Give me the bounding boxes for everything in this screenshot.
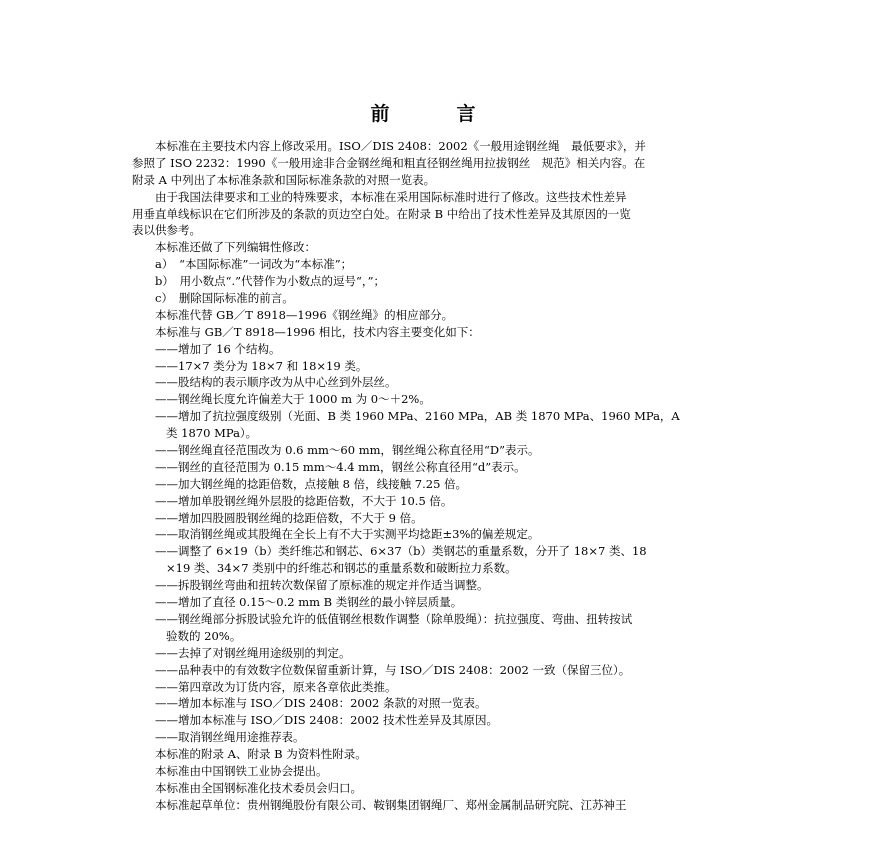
change-item: ——股结构的表示顺序改为从中心丝到外层丝。: [132, 375, 397, 390]
change-item: ——钢丝绳部分拆股试验允许的低值钢丝根数作调整（除单股绳）：抗拉强度、弯曲、扭转按试: [132, 611, 633, 626]
text-line: 本标准的附录 A、附录 B 为资料性附录。: [132, 747, 367, 762]
change-item-continued: ×19 类、34×7 类别中的纤维芯和钢芯的重量系数和破断拉力系数。: [166, 561, 517, 576]
text-line: 本标准在主要技术内容上修改采用。ISO／DIS 2408：2002《一般用途钢丝绳 最低要求》，并: [132, 139, 646, 153]
text-line: 本标准与 GB／T 8918—1996 相比，技术内容主要变化如下：: [132, 324, 480, 339]
change-item: ——增加四股圆股钢丝绳的捻距倍数，不大于 9 倍。: [132, 510, 423, 525]
change-item: ——调整了 6×19（b）类纤维芯和钢芯、6×37（b）类钢芯的重量系数，分开了 18×7 类、18: [132, 544, 647, 559]
change-item: ——增加了抗拉强度级别（光面、B 类 1960 MPa、2160 MPa，AB 类 1870 MPa、1960 MPa，A: [132, 409, 680, 424]
change-item: ——品种表中的有效数字位数保留重新计算，与 ISO／DIS 2408：2002 一致（保留三位）。: [132, 662, 631, 677]
change-item: ——取消钢丝绳或其股绳在全长上有不大于实测平均捻距±3%的偏差规定。: [132, 527, 540, 542]
foreword-body: [132, 138, 772, 814]
change-item-continued: 验数的 20%。: [166, 628, 242, 643]
list-item: a） “本国际标准”一词改为“本标准”；: [132, 257, 353, 272]
change-item: ——去掉了对钢丝绳用途级别的判定。: [132, 645, 351, 660]
text-line: 参照了 ISO 2232：1990《一般用途非合金钢丝绳和粗直径钢丝绳用拉拔钢丝 规范》相关内容。在: [132, 155, 646, 170]
change-item: ——钢丝绳直径范围改为 0.6 mm～60 mm，钢丝绳公称直径用“D”表示。: [132, 443, 540, 458]
change-item: ——增加了直径 0.15～0.2 mm B 类钢丝的最小锌层质量。: [132, 595, 463, 610]
list-item: b） 用小数点“.”代替作为小数点的逗号“，”；: [132, 274, 386, 289]
change-item: ——拆股钢丝弯曲和扭转次数保留了原标准的规定并作适当调整。: [132, 578, 489, 593]
change-item: ——增加本标准与 ISO／DIS 2408：2002 技术性差异及其原因。: [132, 713, 498, 728]
change-item: ——第四章改为订货内容，原来各章依此类推。: [132, 679, 397, 694]
list-item: c） 删除国际标准的前言。: [132, 291, 294, 306]
text-line: 本标准起草单位：贵州钢绳股份有限公司、鞍钢集团钢绳厂、郑州金属制品研究院、江苏神王: [132, 797, 627, 812]
text-line: 本标准还做了下列编辑性修改：: [132, 240, 316, 255]
text-line: 用垂直单线标识在它们所涉及的条款的页边空白处。在附录 B 中给出了技术性差异及其原因的一览: [132, 206, 631, 221]
text-line: 本标准由中国钢铁工业协会提出。: [132, 763, 328, 778]
change-item: ——增加单股钢丝绳外层股的捻距倍数，不大于 10.5 倍。: [132, 493, 453, 508]
change-item: ——钢丝绳长度允许偏差大于 1000 m 为 0～＋2%。: [132, 392, 431, 407]
text-line: 本标准代替 GB／T 8918—1996《钢丝绳》的相应部分。: [132, 307, 454, 322]
page-title: 前 言: [370, 103, 500, 125]
change-item: ——加大钢丝绳的捻距倍数，点接触 8 倍，线接触 7.25 倍。: [132, 476, 468, 491]
text-line: 由于我国法律要求和工业的特殊要求，本标准在采用国际标准时进行了修改。这些技术性差异: [132, 189, 627, 204]
text-line: 表以供参考。: [132, 223, 201, 238]
change-item: ——取消钢丝绳用途推荐表。: [132, 730, 305, 745]
text-line: 附录 A 中列出了本标准条款和国际标准条款的对照一览表。: [132, 172, 436, 187]
change-item: ——增加了 16 个结构。: [132, 341, 281, 356]
change-item: ——17×7 类分为 18×7 和 18×19 类。: [132, 358, 368, 373]
change-item-continued: 类 1870 MPa）。: [166, 426, 258, 441]
text-line: 本标准由全国钢标准化技术委员会归口。: [132, 780, 362, 795]
change-item: ——钢丝的直径范围为 0.15 mm～4.4 mm，钢丝公称直径用“d”表示。: [132, 459, 526, 474]
change-item: ——增加本标准与 ISO／DIS 2408：2002 条款的对照一览表。: [132, 696, 487, 711]
